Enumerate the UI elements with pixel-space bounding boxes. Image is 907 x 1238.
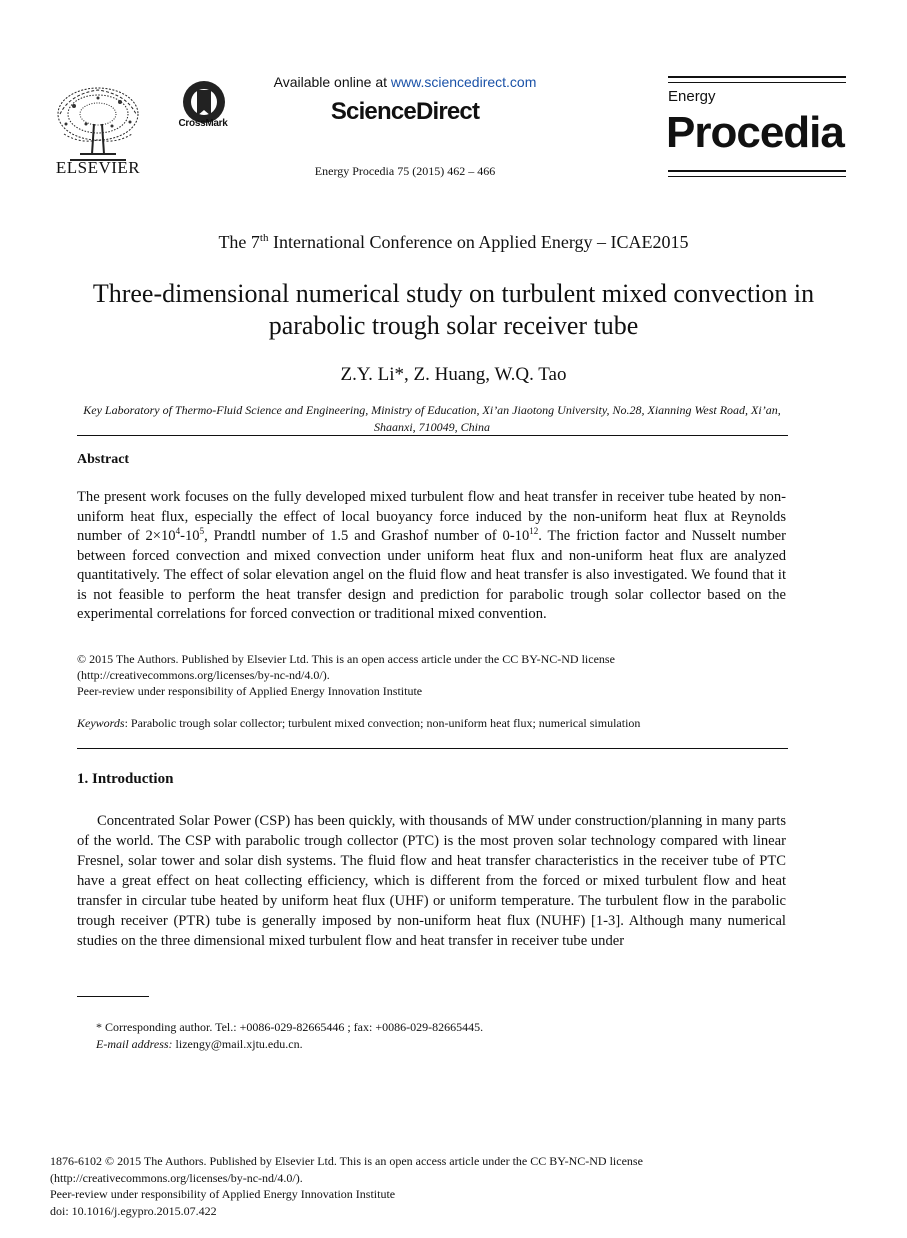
journal-citation: Energy Procedia 75 (2015) 462 – 466 xyxy=(314,164,496,178)
conference-name: International Conference on Applied Energy – ICAE2015 xyxy=(268,232,689,252)
email-address[interactable]: lizengy@mail.xjtu.edu.cn. xyxy=(172,1037,303,1051)
footer-peer-review: Peer-review under responsibility of Applied Energy Innovation Institute xyxy=(50,1187,396,1201)
journal-title: Procedia xyxy=(666,108,844,157)
footer-license-url[interactable]: (http://creativecommons.org/licenses/by-nc-nd/4.0/). xyxy=(50,1170,303,1185)
conference-line xyxy=(60,232,847,253)
abstract-heading: Abstract xyxy=(77,452,130,467)
sciencedirect-link[interactable]: www.sciencedirect.com xyxy=(390,74,537,90)
intro-paragraph: Concentrated Solar Power (CSP) has been quickly, with thousands of MW under construction/planning in many parts of the world. The CSP with parabolic trough collector (PTC) is the most proven solar technology compared with linear Fresnel, solar tower and solar dish systems. The fluid flow and heat transfer characteristics in the receiver tube of PTC have a great effect on heat collecting efficiency, which is different from the forced or mixed turbulent flow and heat transfer in circular tube heated by uniform heat flux (UHF) or uniform temperature. The turbulent flow in the parabolic trough receiver (PTR) tube is generally imposed by non-uniform heat flux (NUHF) [1-3]. Although many numerical studies on the three dimensional mixed turbulent flow and heat transfer in receiver tube under xyxy=(77,813,786,949)
footnote-rule xyxy=(77,996,149,997)
available-online-line xyxy=(240,74,570,90)
publisher-name: ELSEVIER xyxy=(55,158,141,177)
crossmark-label: CrossMark xyxy=(178,118,228,129)
conference-ordinal: th xyxy=(259,232,269,244)
title-divider xyxy=(77,435,788,436)
procedia-bottom-rule xyxy=(668,170,846,172)
email-label: E-mail address: xyxy=(96,1037,173,1051)
email-line xyxy=(96,1036,786,1053)
keywords-text: : Parabolic trough solar collector; turbulent mixed convection; non-uniform heat flux; numerical simulation xyxy=(124,716,641,730)
affiliation: Key Laboratory of Thermo-Fluid Science and Engineering, Ministry of Education, Xi’an Jiaotong University, No.28, Xianning West Road, Xi’an, Shaanxi, 710049, China xyxy=(83,403,781,434)
page-footer xyxy=(50,1153,840,1219)
abstract-text: The present work focuses on the fully developed mixed turbulent flow and heat transfer in receiver tube heated by non-uniform heat flux, especially the effect of local buoyancy force induced by the non-uniform heat flux at Reynolds number of $2\times 10^4-10^5$, Prandtl number of 1.5 and Grashof number of $0-10^{12}$. The friction factor and Nusselt number between forced convection and mixed convection under uniform heat flux and non-uniform heat flux are analyzed quantitatively. The effect of solar elevation angel on the fluid flow and heat transfer is also investigated. We found that it is not feasible to perform the heat transfer design and prediction for parabolic trough solar collector based on the experimental correlations for forced convection or traditional mixed convention. xyxy=(77,489,786,622)
abstract-divider xyxy=(77,748,788,749)
license-block xyxy=(77,651,786,699)
paper-title: Three-dimensional numerical study on turbulent mixed convection in parabolic trough solar receiver tube xyxy=(92,279,815,340)
footnote xyxy=(96,1019,786,1053)
procedia-bottom-rule-thin xyxy=(668,176,846,177)
journal-subject: Energy xyxy=(668,88,716,105)
doi[interactable]: doi: 10.1016/j.egypro.2015.07.422 xyxy=(50,1203,217,1218)
keywords-label: Keywords xyxy=(77,716,125,730)
sciencedirect-brand: ScienceDirect xyxy=(330,98,480,125)
license-url[interactable]: (http://creativecommons.org/licenses/by-nc-nd/4.0/). xyxy=(77,668,330,682)
peer-review-line: Peer-review under responsibility of Applied Energy Innovation Institute xyxy=(77,684,423,698)
conference-prefix: The 7 xyxy=(218,232,260,252)
procedia-top-rule-thin xyxy=(668,82,846,83)
license-line: © 2015 The Authors. Published by Elsevier Ltd. This is an open access article under the CC BY-NC-ND license xyxy=(77,652,615,666)
keywords-line xyxy=(77,716,786,731)
procedia-top-rule xyxy=(668,76,846,78)
authors: Z.Y. Li*, Z. Huang, W.Q. Tao xyxy=(340,364,567,385)
available-online-label: Available online at xyxy=(273,74,391,90)
corresponding-author: * Corresponding author. Tel.: +0086-029-82665446 ; fax: +0086-029-82665445. xyxy=(96,1020,484,1034)
issn-license-line: 1876-6102 © 2015 The Authors. Published by Elsevier Ltd. This is an open access article under the CC BY-NC-ND license xyxy=(50,1154,643,1168)
section-heading: 1. Introduction xyxy=(77,771,174,787)
